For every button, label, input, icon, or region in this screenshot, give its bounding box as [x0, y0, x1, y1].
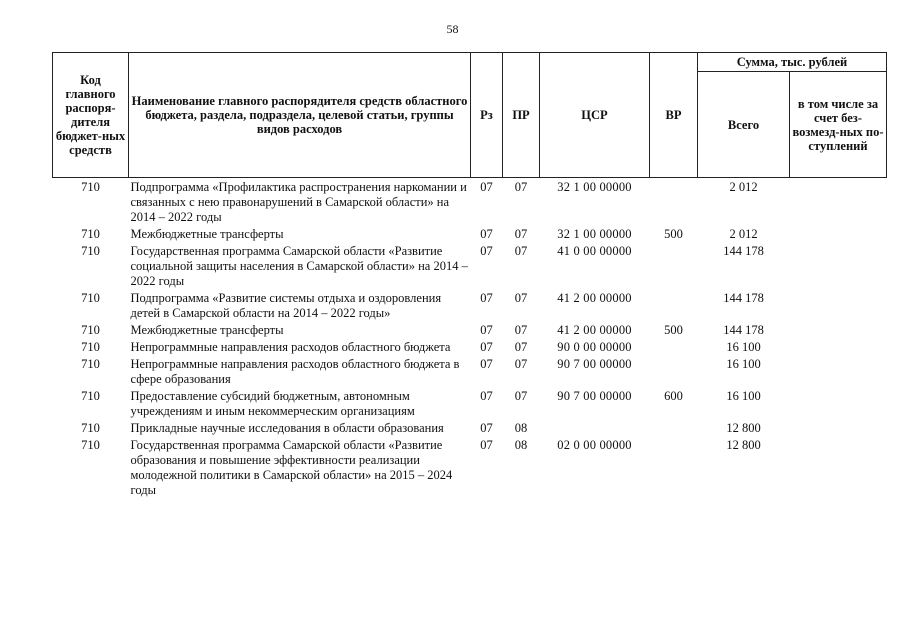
page-number: 58	[446, 22, 459, 36]
cell-vr	[650, 338, 698, 355]
cell-code: 710	[81, 340, 100, 354]
cell-total: 12 800	[726, 438, 761, 452]
cell-name: Предоставление субсидий бюджетным, автономным учреждениям и иным некоммерческим организациям	[130, 389, 415, 418]
cell-incl	[790, 289, 887, 321]
cell-rz: 07	[480, 227, 493, 241]
cell-code: 710	[81, 323, 100, 337]
cell-rz: 07	[480, 180, 493, 194]
table-row	[53, 338, 887, 355]
cell-pr: 07	[514, 291, 528, 305]
cell-vr	[650, 355, 698, 387]
cell-rz: 07	[480, 421, 493, 435]
header-incl: в том числе за счет без-возмезд-ных по-ступлений	[790, 72, 887, 178]
cell-name: Подпрограмма «Развитие системы отдыха и оздоровления детей в Самарской области на 2014 – 2022 годы»	[130, 291, 442, 320]
cell-rz: 07	[480, 291, 493, 305]
cell-code: 710	[81, 421, 100, 435]
table-row	[53, 387, 887, 419]
cell-name: Государственная программа Самарской области «Развитие образования и повышение эффективности реализации молодежной политики в Самарской области» на 2015 – 2024 годы	[130, 438, 453, 497]
cell-csr: 41 2 00 00000	[557, 291, 632, 305]
cell-total: 2 012	[729, 227, 758, 241]
cell-vr	[650, 242, 698, 289]
cell-pr: 08	[514, 421, 528, 435]
cell-vr	[650, 178, 698, 226]
cell-pr: 07	[514, 244, 528, 258]
cell-rz: 07	[480, 340, 493, 354]
cell-rz: 07	[480, 389, 493, 403]
header-sum: Сумма, тыс. рублей	[698, 53, 887, 72]
cell-name: Непрограммные направления расходов областного бюджета	[130, 340, 451, 354]
cell-code: 710	[81, 357, 100, 371]
cell-pr: 07	[514, 389, 528, 403]
cell-vr	[650, 436, 698, 498]
header-total: Всего	[698, 72, 790, 178]
cell-total: 12 800	[726, 421, 761, 435]
cell-rz: 07	[480, 357, 493, 371]
cell-code: 710	[81, 180, 100, 194]
cell-csr: 90 7 00 00000	[557, 389, 632, 403]
table-body	[53, 178, 887, 499]
table-row	[53, 436, 887, 498]
cell-incl	[790, 178, 887, 226]
table-row	[53, 242, 887, 289]
cell-rz: 07	[480, 438, 493, 452]
cell-pr: 07	[514, 227, 528, 241]
cell-name: Межбюджетные трансферты	[130, 227, 284, 241]
table-header	[53, 53, 887, 178]
budget-table	[52, 52, 887, 498]
cell-pr: 07	[514, 323, 528, 337]
cell-vr: 600	[664, 389, 683, 403]
cell-pr: 07	[514, 357, 528, 371]
table-row	[53, 419, 887, 436]
cell-pr: 07	[514, 180, 528, 194]
cell-vr	[650, 419, 698, 436]
cell-incl	[790, 436, 887, 498]
cell-total: 16 100	[726, 389, 761, 403]
header-pr: ПР	[503, 53, 540, 178]
cell-rz: 07	[480, 323, 493, 337]
cell-pr: 08	[514, 438, 528, 452]
cell-incl	[790, 355, 887, 387]
header-rz: Рз	[471, 53, 503, 178]
cell-vr	[650, 289, 698, 321]
cell-csr: 41 0 00 00000	[557, 244, 632, 258]
cell-total: 2 012	[729, 180, 758, 194]
cell-vr: 500	[664, 227, 683, 241]
cell-name: Государственная программа Самарской области «Развитие социальной защиты населения в Самарской области» на 2014 – 2022 годы	[130, 244, 468, 288]
cell-csr: 90 0 00 00000	[557, 340, 632, 354]
cell-total: 16 100	[726, 357, 761, 371]
cell-csr: 32 1 00 00000	[557, 227, 632, 241]
cell-rz: 07	[480, 244, 493, 258]
cell-total: 144 178	[723, 291, 764, 305]
cell-incl	[790, 242, 887, 289]
cell-pr: 07	[514, 340, 528, 354]
cell-csr: 41 2 00 00000	[557, 323, 632, 337]
cell-incl	[790, 321, 887, 338]
table-row	[53, 178, 887, 226]
table-row	[53, 225, 887, 242]
cell-incl	[790, 225, 887, 242]
cell-csr: 02 0 00 00000	[557, 438, 632, 452]
cell-name: Подпрограмма «Профилактика распространения наркомании и связанных с нею правонарушений в Самарской области» на 2014 – 2022 годы	[130, 180, 467, 224]
table-row	[53, 321, 887, 338]
header-name: Наименование главного распорядителя средств областного бюджета, раздела, подраздела, целевой статьи, группы видов расходов	[129, 53, 471, 178]
header-vr: ВР	[650, 53, 698, 178]
cell-total: 144 178	[723, 244, 764, 258]
cell-incl	[790, 338, 887, 355]
cell-vr: 500	[664, 323, 683, 337]
cell-incl	[790, 387, 887, 419]
cell-csr: 90 7 00 00000	[557, 357, 632, 371]
cell-incl	[790, 419, 887, 436]
cell-csr: 32 1 00 00000	[557, 180, 632, 194]
cell-total: 144 178	[723, 323, 764, 337]
cell-code: 710	[81, 291, 100, 305]
cell-code: 710	[81, 438, 100, 452]
cell-code: 710	[81, 244, 100, 258]
table-row	[53, 355, 887, 387]
cell-code: 710	[81, 389, 100, 403]
cell-name: Непрограммные направления расходов областного бюджета в сфере образования	[130, 357, 460, 386]
header-code: Код главного распоря-дителя бюджет-ных средств	[53, 53, 129, 178]
header-csr: ЦСР	[540, 53, 650, 178]
cell-name: Прикладные научные исследования в области образования	[130, 421, 444, 435]
cell-code: 710	[81, 227, 100, 241]
cell-total: 16 100	[726, 340, 761, 354]
cell-csr	[540, 419, 650, 436]
cell-name: Межбюджетные трансферты	[130, 323, 284, 337]
table-row	[53, 289, 887, 321]
